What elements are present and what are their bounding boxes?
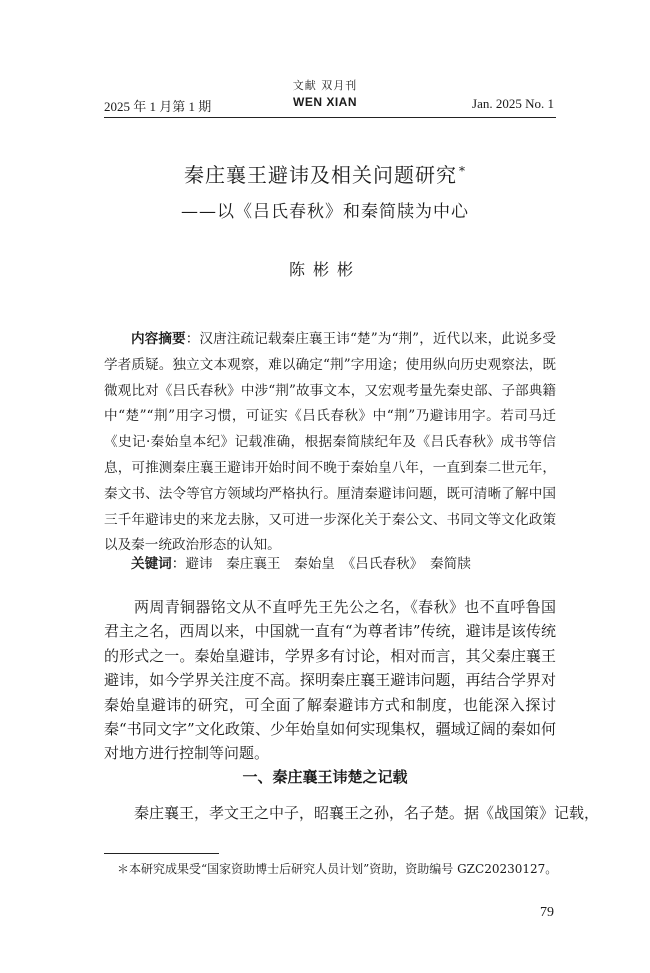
author: 陈彬彬 [288,260,361,279]
abstract-label: 内容摘要 [131,331,186,347]
keywords-list: ：避讳 秦庄襄王 秦始皇 《吕氏春秋》 秦简牍 [171,556,471,572]
page-number: 79 [540,905,554,920]
article-subtitle: ——以《吕氏春秋》和秦简牍为中心 [181,202,469,222]
abstract [104,327,556,559]
keywords [131,552,471,572]
title-footnote-mark: * [459,164,466,178]
journal-mark: 文献 双月刊 [292,79,358,92]
keywords-label: 关键词 [131,556,172,572]
abstract-text: ：汉唐注疏记载秦庄襄王讳“楚”为“荆”，近代以来，此说多受学者质疑。独立文本观察，难以确定“荆”字用途；使用纵向历史观察法，既微观比对《吕氏春秋》中涉“荆”故事文本，又宏观考量先秦史部、子部典籍中“楚”“荆”用字习惯，可证实《吕氏春秋》中“荆”乃避讳用字。若司马迁《史记·秦始皇本纪》记载准确，根据秦简牍纪年及《吕氏春秋》成书等信息，可推测秦庄襄王避讳开始时间不晚于秦始皇八年，一直到秦二世元年，秦文书、法令等官方领域均严格执行。厘清秦避讳问题，既可清晰了解中国三千年避讳史的来龙去脉，又可进一步深化关于秦公文、书同文等文化政策以及秦一统政治形态的认知。 [104,331,557,554]
intro-paragraph: 两周青铜器铭文从不直呼先王先公之名，《春秋》也不直呼鲁国君主之名，西周以来，中国就一直有“为尊者讳”传统，避讳是该传统的形式之一。秦始皇避讳，学界多有讨论，相对而言，其父秦庄襄王避讳，如今学界关注度不高。探明秦庄襄王避讳问题，再结合学界对秦始皇避讳的研究，可全面了解秦避讳方式和制度，也能深入探讨秦“书同文字”文化政策、少年始皇如何实现集权，疆域辽阔的秦如何对地方进行控制等问题。 [104,598,556,763]
issue-cn: 2025 年 1 月第 1 期 [104,99,212,114]
journal-name-en: WEN XIAN [293,95,357,109]
article-title [0,159,650,188]
footnote: ＊本研究成果受“国家资助博士后研究人员计划”资助，资助编号 GZC20230127。 [117,862,558,876]
section-heading: 一、秦庄襄王讳楚之记载 [242,768,408,786]
issue-en: Jan. 2025 No. 1 [472,96,554,111]
header-rule [104,117,556,118]
footnote-rule [104,853,219,854]
title-text: 秦庄襄王避讳及相关问题研究 [184,163,457,187]
section-paragraph: 秦庄襄王，孝文王之中子，昭襄王之孙，名子楚。据《战国策》记载， [134,804,600,822]
